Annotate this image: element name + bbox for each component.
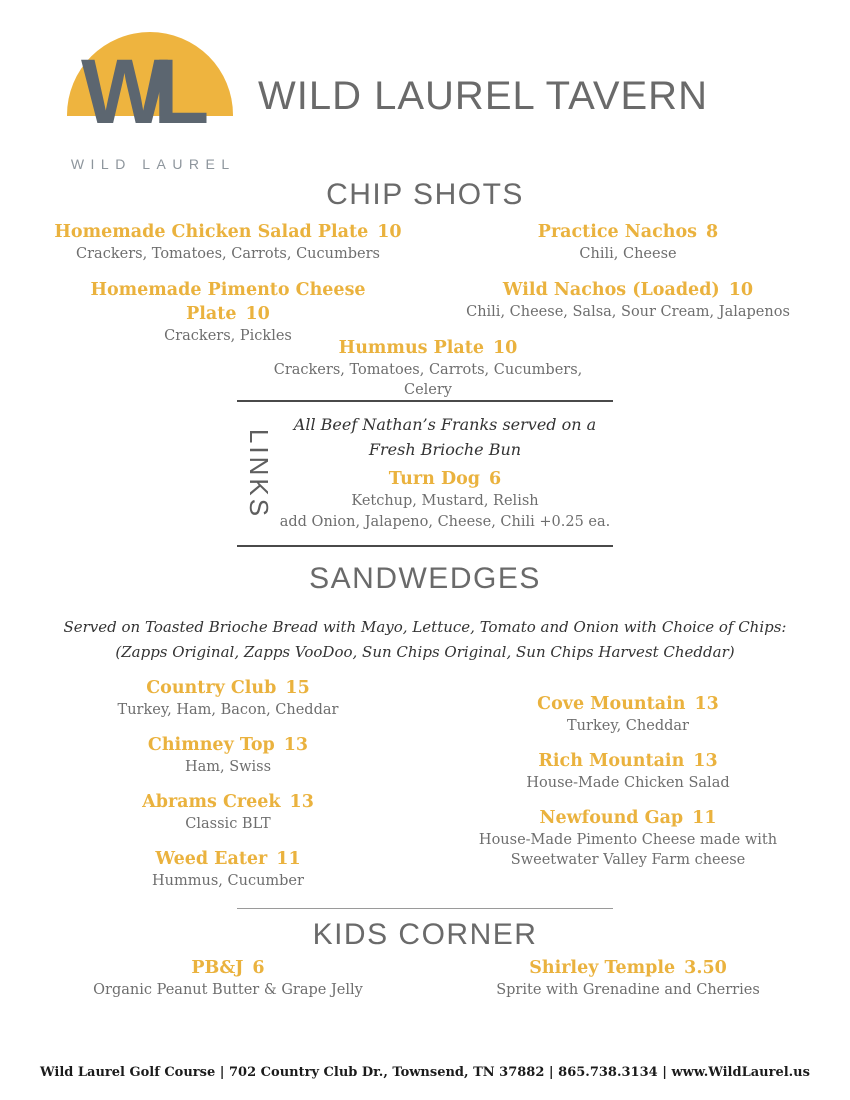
menu-item-desc: Crackers, Tomatoes, Carrots, Cucumbers xyxy=(76,246,380,262)
menu-item xyxy=(48,790,408,834)
menu-item-title: Abrams Creek 13 xyxy=(142,792,314,812)
menu-item-desc: Chili, Cheese xyxy=(579,246,677,262)
logo-monogram: WL xyxy=(81,41,195,143)
menu-item-desc: Sprite with Grenadine and Cherries xyxy=(496,982,760,998)
kids-corner-divider xyxy=(237,908,613,909)
footer-contact-info: Wild Laurel Golf Course | 702 Country Club Dr., Townsend, TN 37882 | 865.738.3134 | www.WildLaurel.us xyxy=(40,1065,810,1080)
menu-item-title: PB&J 6 xyxy=(191,958,265,978)
menu-item-desc: House-Made Pimento Cheese made with Sweetwater Valley Farm cheese xyxy=(478,832,778,868)
links-note-line1: All Beef Nathan’s Franks served on a xyxy=(293,415,597,434)
menu-item-title: Homemade Pimento Cheese Plate 10 xyxy=(90,280,366,324)
menu-item-desc: Turkey, Ham, Bacon, Cheddar xyxy=(117,702,339,718)
menu-item-title: Newfound Gap 11 xyxy=(539,808,717,828)
menu-item xyxy=(448,956,808,1000)
links-note-line2: Fresh Brioche Bun xyxy=(368,440,522,459)
menu-item-desc: House-Made Chicken Salad xyxy=(526,775,730,791)
logo-wordmark: WILD LAUREL xyxy=(70,156,236,172)
menu-item-desc: Crackers, Tomatoes, Carrots, Cucumbers, Celery xyxy=(273,362,583,398)
menu-item-title: Rich Mountain 13 xyxy=(538,751,718,771)
links-section xyxy=(237,400,613,547)
menu-item xyxy=(48,956,408,1000)
menu-item-title: Turn Dog 6 xyxy=(388,469,502,489)
kids-corner-columns xyxy=(48,956,808,1014)
menu-item-desc: Turkey, Cheddar xyxy=(567,718,689,734)
menu-item xyxy=(48,220,408,264)
menu-item xyxy=(48,847,408,891)
menu-item-title: Homemade Chicken Salad Plate 10 xyxy=(54,222,402,242)
sandwedges-note xyxy=(45,615,805,665)
menu-item xyxy=(448,278,808,322)
menu-item-title: Hummus Plate 10 xyxy=(338,338,518,358)
sandwedges-right-column xyxy=(448,668,808,904)
menu-item xyxy=(448,220,808,264)
menu-item-title: Cove Mountain 13 xyxy=(537,694,719,714)
menu-item-addons: add Onion, Jalapeno, Cheese, Chili +0.25 ea. xyxy=(279,514,611,530)
menu-item-desc: Hummus, Cucumber xyxy=(152,873,304,889)
menu-item xyxy=(48,676,408,720)
menu-item-title: Weed Eater 11 xyxy=(155,849,301,869)
menu-item-title: Practice Nachos 8 xyxy=(537,222,719,242)
menu-item xyxy=(277,468,613,533)
sandwedges-left-column xyxy=(48,668,408,904)
menu-item-desc: Ketchup, Mustard, Relish xyxy=(351,493,539,509)
menu-item-desc: Organic Peanut Butter & Grape Jelly xyxy=(93,982,363,998)
menu-item xyxy=(448,749,808,793)
sandwedges-note-line1: Served on Toasted Brioche Bread with Mayo, Lettuce, Tomato and Onion with Choice of Chips: xyxy=(63,618,787,636)
menu-item-desc: Classic BLT xyxy=(185,816,271,832)
menu-item xyxy=(48,733,408,777)
menu-item-title: Country Club 15 xyxy=(146,678,310,698)
sandwedges-note-line2: (Zapps Original, Zapps VooDoo, Sun Chips Original, Sun Chips Harvest Cheddar) xyxy=(115,643,735,661)
page-title: WILD LAUREL TAVERN xyxy=(258,74,708,118)
menu-item-title: Shirley Temple 3.50 xyxy=(529,958,727,978)
menu-item-title: Wild Nachos (Loaded) 10 xyxy=(502,280,754,300)
menu-item xyxy=(448,806,808,870)
section-heading-links: LINKS xyxy=(244,428,274,519)
sandwedges-columns xyxy=(48,668,808,904)
section-heading-chip-shots: CHIP SHOTS xyxy=(326,178,524,211)
menu-item xyxy=(448,692,808,736)
menu-item-desc: Ham, Swiss xyxy=(184,759,272,775)
menu-item-desc: Chili, Cheese, Salsa, Sour Cream, Jalapenos xyxy=(466,304,790,320)
menu-item-title: Chimney Top 13 xyxy=(147,735,309,755)
section-heading-sandwedges: SANDWEDGES xyxy=(309,562,541,595)
kids-corner-left-column xyxy=(48,956,408,1014)
links-content xyxy=(277,412,613,533)
menu-item-desc: Crackers, Pickles xyxy=(164,328,292,344)
logo xyxy=(55,28,245,178)
kids-corner-right-column xyxy=(448,956,808,1014)
menu-item xyxy=(48,336,808,400)
section-heading-kids-corner: KIDS CORNER xyxy=(312,918,538,951)
